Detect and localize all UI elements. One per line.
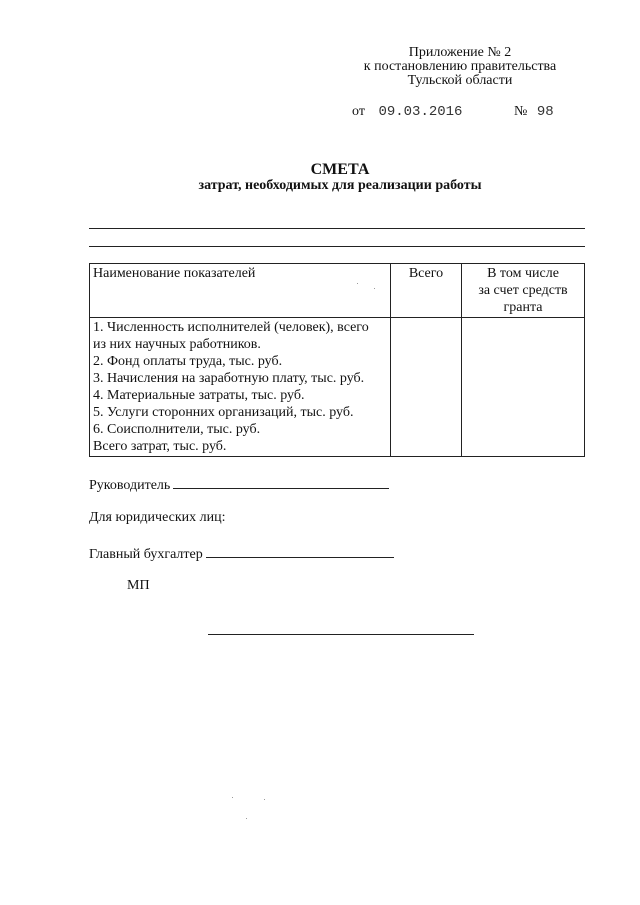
header-grant-line-2: за счет средств [478, 283, 568, 298]
table-header-row [90, 264, 585, 318]
total-cell [391, 318, 462, 457]
list-item: 2. Фонд оплаты труда, тыс. руб. [93, 354, 283, 369]
bottom-signature-line [208, 634, 474, 635]
decree-number-prefix: № [513, 104, 528, 119]
header-grant [462, 264, 585, 318]
list-item: 1. Численность исполнителей (человек), всего [93, 320, 369, 335]
work-name-line-2 [89, 246, 585, 247]
annex-number: Приложение № 2 [408, 45, 512, 60]
list-item: из них научных работников. [93, 337, 261, 352]
list-item: Всего затрат, тыс. руб. [93, 439, 227, 454]
legal-entities-label: Для юридических лиц: [89, 510, 226, 525]
scan-speck [232, 797, 233, 798]
header-total [391, 264, 462, 318]
list-item: 5. Услуги сторонних организаций, тыс. руб. [93, 405, 354, 420]
header-grant-line-3: гранта [503, 300, 543, 315]
header-total-label: Всего [408, 266, 444, 281]
chief-accountant-label: Главный бухгалтер [89, 547, 203, 562]
chief-accountant-signature [89, 543, 394, 563]
annex-header [340, 46, 580, 88]
header-indicator-name [90, 264, 391, 318]
work-name-line-1 [89, 228, 585, 229]
head-label: Руководитель [89, 478, 171, 493]
header-indicator-name-label: Наименование показателей [93, 266, 256, 281]
head-signature-line [173, 474, 389, 489]
seal-label: МП [127, 578, 150, 593]
decree-number: 98 [536, 104, 554, 120]
list-item: 4. Материальные затраты, тыс. руб. [93, 388, 305, 403]
scan-speck [264, 799, 265, 800]
scan-speck [246, 818, 247, 819]
header-grant-line-1: В том числе [487, 266, 559, 281]
decree-date-line [352, 104, 554, 120]
document-title: СМЕТА [310, 161, 370, 178]
list-item: 3. Начисления на заработную плату, тыс. руб. [93, 371, 365, 386]
indicator-list [90, 318, 391, 457]
list-item: 6. Соисполнители, тыс. руб. [93, 422, 261, 437]
annex-region: Тульской области [407, 73, 513, 88]
scan-speck [357, 283, 358, 284]
scan-speck [374, 288, 375, 289]
decree-date-prefix: от [352, 104, 365, 119]
document-subtitle: затрат, необходимых для реализации работы [198, 178, 482, 193]
table-body-row [90, 318, 585, 457]
decree-date: 09.03.2016 [378, 104, 463, 120]
annex-decree-ref: к постановлению правительства [363, 59, 557, 74]
grant-cell [462, 318, 585, 457]
estimate-table [89, 263, 585, 457]
head-signature [89, 474, 389, 494]
chief-accountant-signature-line [206, 543, 394, 558]
